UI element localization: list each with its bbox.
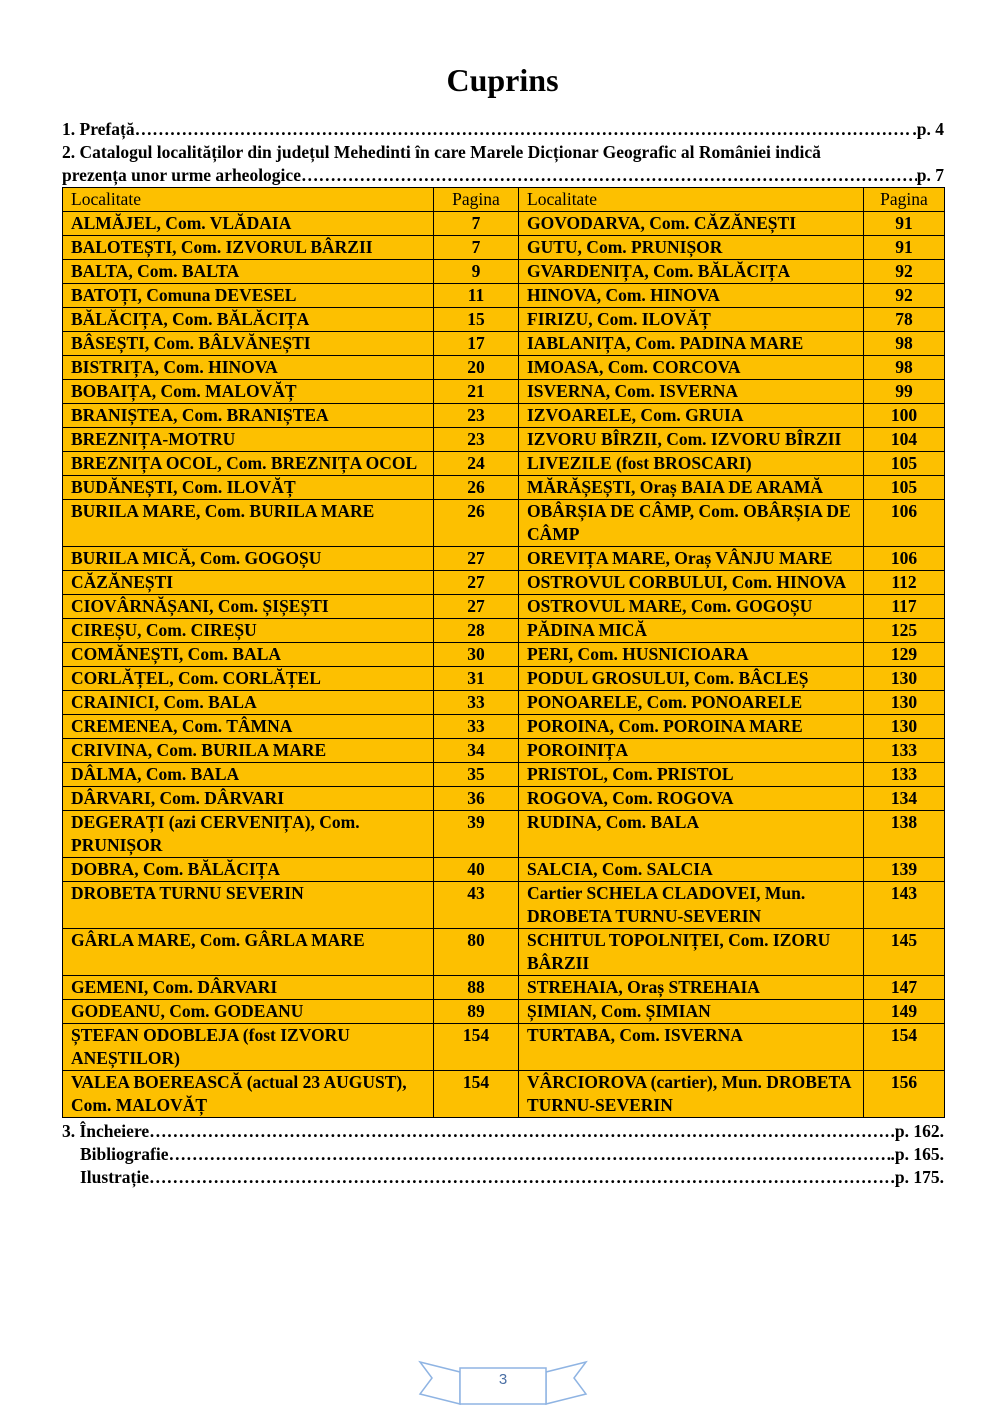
locality-right: STREHAIA, Oraș STREHAIA: [519, 976, 864, 1000]
toc-label-line1: 2. Catalogul localităților din județul Mehedinti în care Marele Dicționar Geografic al României indică: [62, 142, 821, 162]
page-left: 7: [434, 212, 519, 236]
locality-left: DÂLMA, Com. BALA: [63, 763, 434, 787]
table-row: [63, 1071, 945, 1118]
page-right: 156: [864, 1071, 945, 1118]
table-row: [63, 929, 945, 976]
page-right: 92: [864, 260, 945, 284]
page-right: 117: [864, 595, 945, 619]
locality-left: CĂZĂNEȘTI: [63, 571, 434, 595]
locality-left: DOBRA, Com. BĂLĂCIȚA: [63, 858, 434, 882]
locality-left: BURILA MARE, Com. BURILA MARE: [63, 500, 434, 547]
page-title: Cuprins: [446, 62, 559, 98]
page-left: 23: [434, 428, 519, 452]
table-row: [63, 643, 945, 667]
table-row: [63, 715, 945, 739]
locality-left: BISTRIȚA, Com. HINOVA: [63, 356, 434, 380]
table-row: [63, 595, 945, 619]
page-left: 80: [434, 929, 519, 976]
page-right: 125: [864, 619, 945, 643]
table-row: [63, 236, 945, 260]
locality-left: BUDĂNEȘTI, Com. ILOVĂȚ: [63, 476, 434, 500]
locality-left: CREMENEA, Com. TÂMNA: [63, 715, 434, 739]
page-left: 21: [434, 380, 519, 404]
locality-right: PODUL GROSULUI, Com. BÂCLEȘ: [519, 667, 864, 691]
table-row: [63, 404, 945, 428]
locality-left: CRAINICI, Com. BALA: [63, 691, 434, 715]
table-row: [63, 763, 945, 787]
page-number: 3: [498, 1371, 508, 1388]
page-left: 31: [434, 667, 519, 691]
toc-leader: [168, 1143, 890, 1166]
page-left: 7: [434, 236, 519, 260]
locality-left: BATOȚI, Comuna DEVESEL: [63, 284, 434, 308]
page-right: 145: [864, 929, 945, 976]
page-right: 98: [864, 332, 945, 356]
page-right: 154: [864, 1024, 945, 1071]
header-pagina-right: Pagina: [864, 188, 945, 212]
locality-right: GVARDENIȚA, Com. BĂLĂCIȚA: [519, 260, 864, 284]
page-left: 27: [434, 595, 519, 619]
page-right: 104: [864, 428, 945, 452]
locality-right: HINOVA, Com. HINOVA: [519, 284, 864, 308]
page-left: 23: [434, 404, 519, 428]
locality-left: BURILA MICĂ, Com. GOGOȘU: [63, 547, 434, 571]
table-row: [63, 787, 945, 811]
toc-label: 3. Încheiere: [62, 1121, 150, 1141]
table-row: [63, 667, 945, 691]
locality-left: BREZNIȚA-MOTRU: [63, 428, 434, 452]
locality-left: COMĂNEȘTI, Com. BALA: [63, 643, 434, 667]
table-header-row: [63, 188, 945, 212]
page-right: 130: [864, 691, 945, 715]
locality-right: IMOASA, Com. CORCOVA: [519, 356, 864, 380]
page-left: 89: [434, 1000, 519, 1024]
table-row: [63, 976, 945, 1000]
locality-right: PONOARELE, Com. PONOARELE: [519, 691, 864, 715]
locality-right: OBÂRȘIA DE CÂMP, Com. OBÂRȘIA DE CÂMP: [519, 500, 864, 547]
locality-right: PERI, Com. HUSNICIOARA: [519, 643, 864, 667]
page-left: 88: [434, 976, 519, 1000]
locality-right: RUDINA, Com. BALA: [519, 811, 864, 858]
toc-label: 1. Prefață: [62, 119, 135, 139]
table-row: [63, 308, 945, 332]
toc-label: Ilustrație: [80, 1167, 150, 1187]
locality-right: POROINIȚA: [519, 739, 864, 763]
page-number-ribbon: [418, 1358, 588, 1408]
header-localitate-left: Localitate: [63, 188, 434, 212]
page-right: 130: [864, 667, 945, 691]
locality-right: ȘIMIAN, Com. ȘIMIAN: [519, 1000, 864, 1024]
page-left: 26: [434, 476, 519, 500]
toc-page: .p. 165.: [890, 1144, 944, 1164]
locality-right: MĂRĂȘEȘTI, Oraș BAIA DE ARAMĂ: [519, 476, 864, 500]
page-left: 26: [434, 500, 519, 547]
table-row: [63, 212, 945, 236]
page-left: 24: [434, 452, 519, 476]
page-left: 27: [434, 547, 519, 571]
locality-left: BRANIȘTEA, Com. BRANIȘTEA: [63, 404, 434, 428]
locality-left: GEMENI, Com. DÂRVARI: [63, 976, 434, 1000]
page-left: 11: [434, 284, 519, 308]
toc-label: Bibliografie: [80, 1144, 169, 1164]
locality-left: ȘTEFAN ODOBLEJA (fost IZVORU ANEȘTILOR): [63, 1024, 434, 1071]
table-row: [63, 882, 945, 929]
locality-right: OSTROVUL MARE, Com. GOGOȘU: [519, 595, 864, 619]
locality-left: DROBETA TURNU SEVERIN: [63, 882, 434, 929]
page-left: 39: [434, 811, 519, 858]
toc-leader: [135, 118, 913, 141]
page-right: 129: [864, 643, 945, 667]
table-row: [63, 691, 945, 715]
page-left: 33: [434, 691, 519, 715]
toc-page: .p. 175.: [890, 1167, 944, 1187]
page-left: 154: [434, 1024, 519, 1071]
locality-left: BĂLĂCIȚA, Com. BĂLĂCIȚA: [63, 308, 434, 332]
page-right: 105: [864, 452, 945, 476]
page-left: 15: [434, 308, 519, 332]
toc-entry-catalog[interactable]: [62, 141, 944, 187]
locality-right: IABLANIȚA, Com. PADINA MARE: [519, 332, 864, 356]
table-row: [63, 1000, 945, 1024]
toc-page: .p. 162.: [890, 1121, 944, 1141]
table-row: [63, 739, 945, 763]
locality-left: ALMĂJEL, Com. VLĂDAIA: [63, 212, 434, 236]
header-pagina-left: Pagina: [434, 188, 519, 212]
toc-page: p. 7: [916, 165, 944, 185]
table-row: [63, 500, 945, 547]
table-row: [63, 858, 945, 882]
locality-right: OREVIȚA MARE, Oraș VÂNJU MARE: [519, 547, 864, 571]
toc-entry-prefata[interactable]: [62, 118, 944, 141]
table-row: [63, 260, 945, 284]
page-right: 139: [864, 858, 945, 882]
page-right: 149: [864, 1000, 945, 1024]
locality-left: BREZNIȚA OCOL, Com. BREZNIȚA OCOL: [63, 452, 434, 476]
page-right: 133: [864, 739, 945, 763]
locality-left: BÂSEȘTI, Com. BÂLVĂNEȘTI: [63, 332, 434, 356]
page-left: 40: [434, 858, 519, 882]
locality-left: DEGERAȚI (azi CERVENIȚA), Com. PRUNIȘOR: [63, 811, 434, 858]
localities-table: [62, 187, 945, 1118]
locality-right: FIRIZU, Com. ILOVĂȚ: [519, 308, 864, 332]
locality-left: GODEANU, Com. GODEANU: [63, 1000, 434, 1024]
header-localitate-right: Localitate: [519, 188, 864, 212]
page-left: 35: [434, 763, 519, 787]
locality-left: CORLĂȚEL, Com. CORLĂȚEL: [63, 667, 434, 691]
page-left: 9: [434, 260, 519, 284]
page-right: 143: [864, 882, 945, 929]
locality-right: IZVOARELE, Com. GRUIA: [519, 404, 864, 428]
locality-left: BALTA, Com. BALTA: [63, 260, 434, 284]
toc-entry-bibliografie[interactable]: [62, 1143, 944, 1166]
toc-leader: [301, 164, 917, 187]
locality-right: SCHITUL TOPOLNIȚEI, Com. IZORU BÂRZII: [519, 929, 864, 976]
locality-right: PRISTOL, Com. PRISTOL: [519, 763, 864, 787]
page-left: 28: [434, 619, 519, 643]
locality-left: CIREȘU, Com. CIREȘU: [63, 619, 434, 643]
toc-leader: [149, 1166, 890, 1189]
page-left: 36: [434, 787, 519, 811]
page-right: 147: [864, 976, 945, 1000]
table-row: [63, 547, 945, 571]
table-row: [63, 356, 945, 380]
page-left: 20: [434, 356, 519, 380]
toc-end-section: [62, 1120, 944, 1189]
toc-entry-incheiere[interactable]: [62, 1120, 944, 1143]
page-right: 138: [864, 811, 945, 858]
locality-right: ROGOVA, Com. ROGOVA: [519, 787, 864, 811]
page-left: 43: [434, 882, 519, 929]
page-right: 134: [864, 787, 945, 811]
locality-left: DÂRVARI, Com. DÂRVARI: [63, 787, 434, 811]
page-right: 112: [864, 571, 945, 595]
page-right: 133: [864, 763, 945, 787]
locality-right: PĂDINA MICĂ: [519, 619, 864, 643]
page-left: 30: [434, 643, 519, 667]
table-row: [63, 284, 945, 308]
page-right: 91: [864, 236, 945, 260]
page-right: 92: [864, 284, 945, 308]
table-row: [63, 571, 945, 595]
table-row: [63, 811, 945, 858]
locality-right: SALCIA, Com. SALCIA: [519, 858, 864, 882]
locality-right: GOVODARVA, Com. CĂZĂNEȘTI: [519, 212, 864, 236]
table-row: [63, 428, 945, 452]
page-left: 154: [434, 1071, 519, 1118]
page-right: 100: [864, 404, 945, 428]
page-right: 98: [864, 356, 945, 380]
locality-right: GUTU, Com. PRUNIȘOR: [519, 236, 864, 260]
locality-right: Cartier SCHELA CLADOVEI, Mun. DROBETA TURNU-SEVERIN: [519, 882, 864, 929]
locality-right: ISVERNA, Com. ISVERNA: [519, 380, 864, 404]
page-left: 17: [434, 332, 519, 356]
page-left: 33: [434, 715, 519, 739]
toc-leader: [149, 1120, 890, 1143]
page-right: 91: [864, 212, 945, 236]
locality-left: BOBAIȚA, Com. MALOVĂȚ: [63, 380, 434, 404]
locality-right: VÂRCIOROVA (cartier), Mun. DROBETA TURNU-SEVERIN: [519, 1071, 864, 1118]
page-right: 99: [864, 380, 945, 404]
table-row: [63, 619, 945, 643]
page-left: 27: [434, 571, 519, 595]
table-row: [63, 1024, 945, 1071]
toc-entry-ilustratie[interactable]: [62, 1166, 944, 1189]
page-right: 130: [864, 715, 945, 739]
locality-left: BALOTEȘTI, Com. IZVORUL BÂRZII: [63, 236, 434, 260]
page-right: 106: [864, 500, 945, 547]
locality-right: IZVORU BÎRZII, Com. IZVORU BÎRZII: [519, 428, 864, 452]
locality-left: VALEA BOEREASCĂ (actual 23 AUGUST), Com. MALOVĂȚ: [63, 1071, 434, 1118]
page-right: 105: [864, 476, 945, 500]
locality-right: LIVEZILE (fost BROSCARI): [519, 452, 864, 476]
page-left: 34: [434, 739, 519, 763]
locality-right: TURTABA, Com. ISVERNA: [519, 1024, 864, 1071]
locality-right: POROINA, Com. POROINA MARE: [519, 715, 864, 739]
table-row: [63, 332, 945, 356]
toc-label: prezența unor urme arheologice: [62, 165, 301, 185]
table-row: [63, 380, 945, 404]
table-row: [63, 476, 945, 500]
locality-left: CIOVÂRNĂȘANI, Com. ȘIȘEȘTI: [63, 595, 434, 619]
locality-left: GÂRLA MARE, Com. GÂRLA MARE: [63, 929, 434, 976]
table-row: [63, 452, 945, 476]
locality-right: OSTROVUL CORBULUI, Com. HINOVA: [519, 571, 864, 595]
page-right: 78: [864, 308, 945, 332]
locality-left: CRIVINA, Com. BURILA MARE: [63, 739, 434, 763]
page-right: 106: [864, 547, 945, 571]
toc-page: .p. 4: [912, 119, 944, 139]
